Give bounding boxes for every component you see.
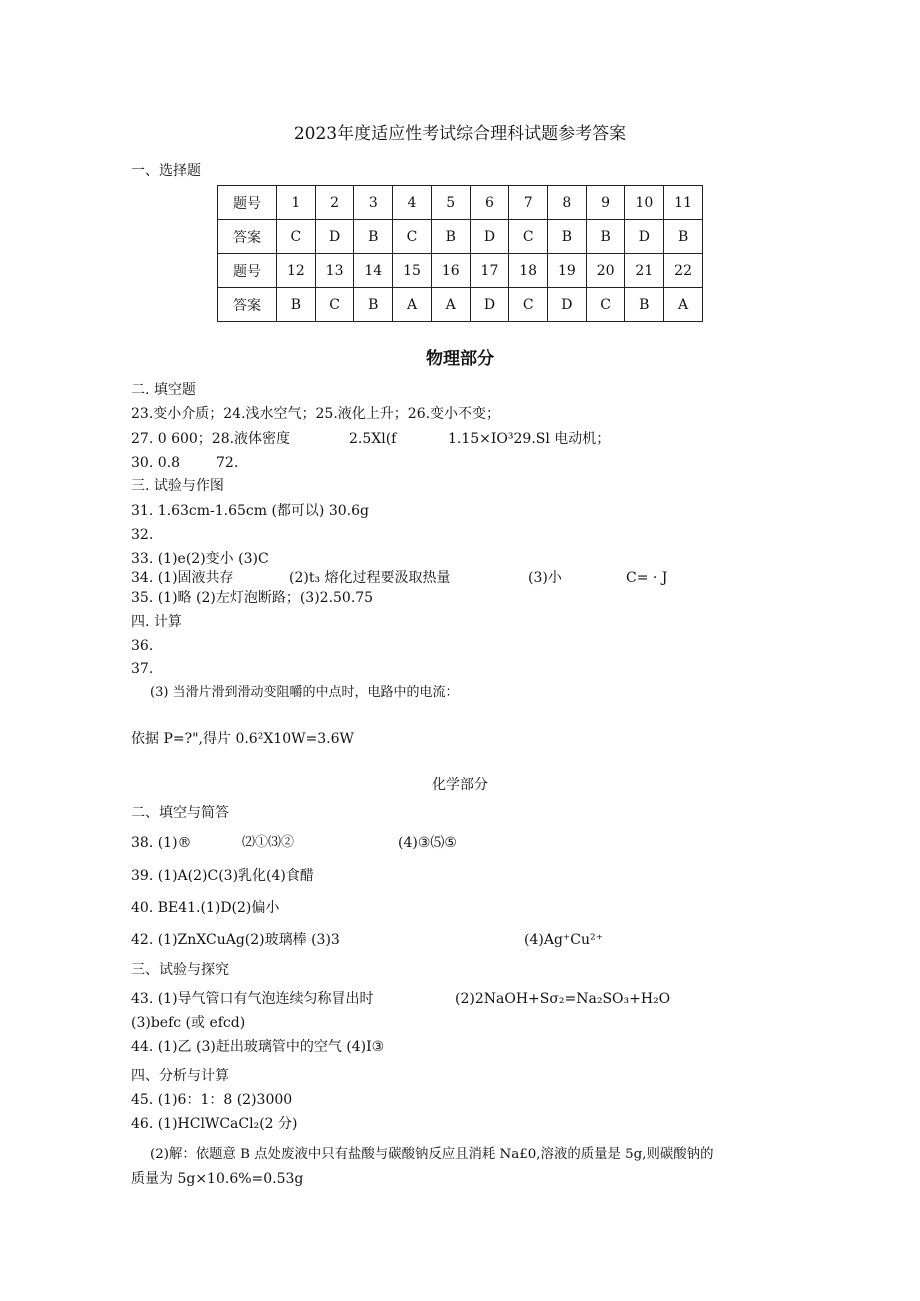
- answer-line-34a: 34. (1)固液共存: [131, 570, 234, 586]
- chemistry-calc-heading: 四、分析与计算: [131, 1068, 229, 1084]
- answer-line-43a: 43. (1)导气管口有气泡连续匀称冒出时: [131, 991, 374, 1007]
- table-cell: C: [315, 288, 354, 322]
- section-multiple-choice: 一、选择题: [131, 163, 201, 179]
- table-cell: B: [354, 220, 393, 254]
- table-cell: C: [393, 220, 432, 254]
- physics-heading: 物理部分: [426, 349, 494, 369]
- answer-line-37-part3: (3) 当滑片滑到滑动变阻嚼的中点时，电路中的电流：: [150, 685, 459, 700]
- answer-line-37: 37.: [131, 661, 154, 677]
- row-label: 题号: [218, 254, 277, 288]
- answer-line-44: 44. (1)乙 (3)赶出玻璃管中的空气 (4)I③: [131, 1039, 385, 1055]
- physics-calc-heading: 四. 计算: [131, 614, 182, 630]
- page-title: 2023年度适应性考试综合理科试题参考答案: [293, 124, 627, 144]
- table-cell: B: [277, 288, 316, 322]
- table-cell: D: [470, 288, 509, 322]
- table-cell: 5: [431, 186, 470, 220]
- table-cell: 7: [509, 186, 548, 220]
- answer-line-30a: 30. 0.8: [131, 455, 180, 471]
- table-cell: 12: [277, 254, 316, 288]
- table-cell: 21: [625, 254, 664, 288]
- table-row: [218, 288, 703, 322]
- answer-line-27c: 1.15×IO³29.Sl 电动机；: [448, 431, 611, 447]
- physics-experiment-heading: 三. 试验与作图: [131, 478, 224, 494]
- chemistry-heading: 化学部分: [432, 777, 488, 793]
- table-cell: B: [431, 220, 470, 254]
- answer-line-42b: (4)Ag⁺Cu²⁺: [524, 932, 604, 948]
- row-label: 题号: [218, 186, 277, 220]
- answer-line-38b: ⑵①⑶②: [242, 835, 295, 850]
- chemistry-experiment-heading: 三、试验与探究: [131, 962, 229, 978]
- answer-line-36: 36.: [131, 638, 154, 654]
- answer-line-42a: 42. (1)ZnXCuAg(2)玻璃棒 (3)3: [131, 932, 340, 948]
- answer-line-46-solution: (2)解：依题意 B 点处废液中只有盐酸与碳酸钠反应且消耗 Na£0,溶液的质量是 5g,则碳酸钠的: [150, 1147, 714, 1162]
- answer-line-30b: 72.: [216, 455, 239, 471]
- answer-line-46-result: 质量为 5g×10.6%=0.53g: [131, 1171, 304, 1187]
- table-cell: C: [509, 288, 548, 322]
- table-row: [218, 186, 703, 220]
- table-cell: A: [431, 288, 470, 322]
- answer-line-38a: 38. (1)®: [131, 835, 192, 851]
- table-cell: B: [664, 220, 703, 254]
- answer-line-38c: (4)③⑸⑤: [398, 835, 457, 851]
- table-cell: D: [548, 288, 587, 322]
- answer-line-23: 23.变小介质；24.浅水空气；25.液化上升；26.变小不变；: [131, 406, 501, 422]
- answer-line-34d: C= · J: [626, 570, 668, 586]
- answer-line-32: 32.: [131, 527, 154, 543]
- table-cell: 22: [664, 254, 703, 288]
- table-cell: 19: [548, 254, 587, 288]
- table-cell: 13: [315, 254, 354, 288]
- table-cell: 6: [470, 186, 509, 220]
- table-cell: 9: [586, 186, 625, 220]
- table-cell: B: [548, 220, 587, 254]
- table-cell: 16: [431, 254, 470, 288]
- answer-line-45: 45. (1)6：1：8 (2)3000: [131, 1092, 293, 1108]
- table-row: [218, 220, 703, 254]
- table-cell: 18: [509, 254, 548, 288]
- table-cell: D: [470, 220, 509, 254]
- answer-line-34c: (3)小: [528, 570, 562, 586]
- table-cell: 8: [548, 186, 587, 220]
- answer-line-27b: 2.5Xl(f: [349, 431, 397, 447]
- table-cell: C: [586, 288, 625, 322]
- table-cell: B: [586, 220, 625, 254]
- answer-line-39: 39. (1)A(2)C(3)乳化(4)食醋: [131, 868, 314, 884]
- table-cell: C: [509, 220, 548, 254]
- table-row: [218, 254, 703, 288]
- table-cell: A: [664, 288, 703, 322]
- table-cell: C: [277, 220, 316, 254]
- answer-table: [217, 185, 703, 322]
- table-cell: 1: [277, 186, 316, 220]
- physics-fill-heading: 二. 填空题: [131, 382, 196, 398]
- answer-line-43c: (3)befc (或 efcd): [131, 1015, 246, 1031]
- table-cell: 15: [393, 254, 432, 288]
- table-cell: 14: [354, 254, 393, 288]
- answer-line-35: 35. (1)略 (2)左灯泡断路；(3)2.50.75: [131, 590, 374, 606]
- row-label: 答案: [218, 288, 277, 322]
- answer-line-31: 31. 1.63cm-1.65cm (都可以) 30.6g: [131, 503, 369, 519]
- table-cell: 2: [315, 186, 354, 220]
- table-cell: 20: [586, 254, 625, 288]
- answer-line-27a: 27. 0 600；28.液体密度: [131, 431, 291, 447]
- chemistry-fill-heading: 二、填空与简答: [131, 805, 229, 821]
- answer-line-46: 46. (1)HClWCaCl₂(2 分): [131, 1116, 298, 1132]
- table-cell: D: [625, 220, 664, 254]
- table-cell: B: [625, 288, 664, 322]
- table-cell: 17: [470, 254, 509, 288]
- table-cell: A: [393, 288, 432, 322]
- table-cell: B: [354, 288, 393, 322]
- row-label: 答案: [218, 220, 277, 254]
- answer-line-43b: (2)2NaOH+Sσ₂=Na₂SO₃+H₂O: [455, 991, 671, 1007]
- answer-line-34b: (2)t₃ 熔化过程要汲取热量: [289, 570, 451, 586]
- table-cell: 4: [393, 186, 432, 220]
- answer-line-40: 40. BE41.(1)D(2)偏小: [131, 900, 280, 916]
- answer-line-33: 33. (1)e(2)变小 (3)C: [131, 551, 269, 567]
- table-cell: 11: [664, 186, 703, 220]
- table-cell: 3: [354, 186, 393, 220]
- answer-line-power: 依据 P=?",得片 0.6²X10W=3.6W: [131, 731, 354, 747]
- table-cell: 10: [625, 186, 664, 220]
- table-cell: D: [315, 220, 354, 254]
